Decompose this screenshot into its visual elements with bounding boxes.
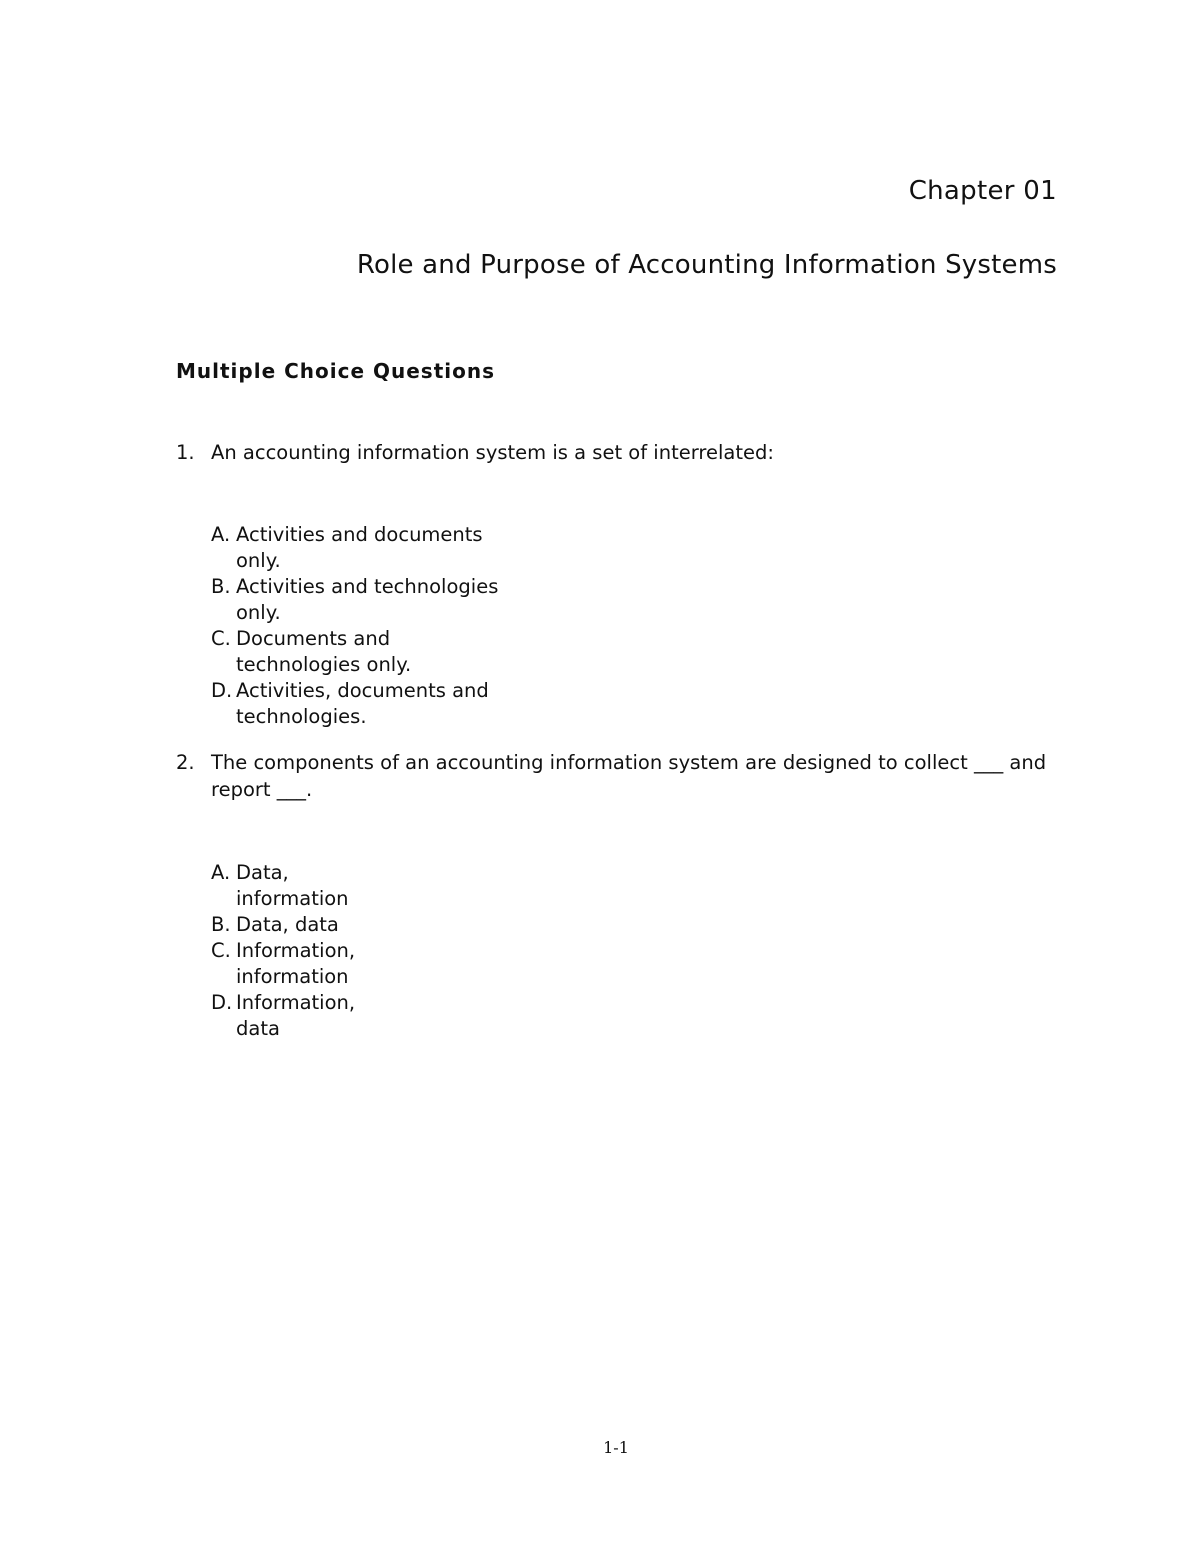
- option-c[interactable]: [211, 938, 386, 990]
- option-letter: D.: [211, 991, 233, 1014]
- question-2-options: [211, 860, 386, 1042]
- document-title: Role and Purpose of Accounting Information Systems: [356, 250, 1057, 280]
- option-a[interactable]: [211, 522, 511, 574]
- option-c[interactable]: [211, 626, 511, 678]
- option-letter: C.: [211, 627, 231, 650]
- option-text: Data, information: [236, 861, 349, 910]
- option-letter: B.: [211, 913, 231, 936]
- question-number: 1.: [176, 441, 195, 464]
- option-letter: B.: [211, 575, 231, 598]
- option-text: Activities, documents and technologies.: [236, 679, 489, 728]
- option-text: Documents and technologies only.: [236, 627, 412, 676]
- question-1-options: [211, 522, 511, 730]
- option-letter: A.: [211, 523, 231, 546]
- option-text: Data, data: [236, 913, 339, 936]
- page-number: 1-1: [603, 1438, 629, 1457]
- question-1: [176, 439, 1066, 466]
- option-text: Information, information: [236, 939, 356, 988]
- option-a[interactable]: [211, 860, 386, 912]
- option-letter: A.: [211, 861, 231, 884]
- option-text: Activities and technologies only.: [236, 575, 499, 624]
- option-letter: C.: [211, 939, 231, 962]
- section-heading: Multiple Choice Questions: [176, 359, 496, 383]
- option-d[interactable]: [211, 990, 386, 1042]
- option-text: Information, data: [236, 991, 356, 1040]
- option-letter: D.: [211, 679, 233, 702]
- question-text: The components of an accounting information system are designed to collect ___ and report ___.: [211, 751, 1047, 801]
- question-text: An accounting information system is a set of interrelated:: [211, 441, 774, 464]
- question-2: [176, 749, 1066, 803]
- question-number: 2.: [176, 751, 195, 774]
- option-b[interactable]: [211, 912, 386, 938]
- option-d[interactable]: [211, 678, 511, 730]
- chapter-label: Chapter 01: [908, 176, 1057, 206]
- option-b[interactable]: [211, 574, 511, 626]
- option-text: Activities and documents only.: [236, 523, 483, 572]
